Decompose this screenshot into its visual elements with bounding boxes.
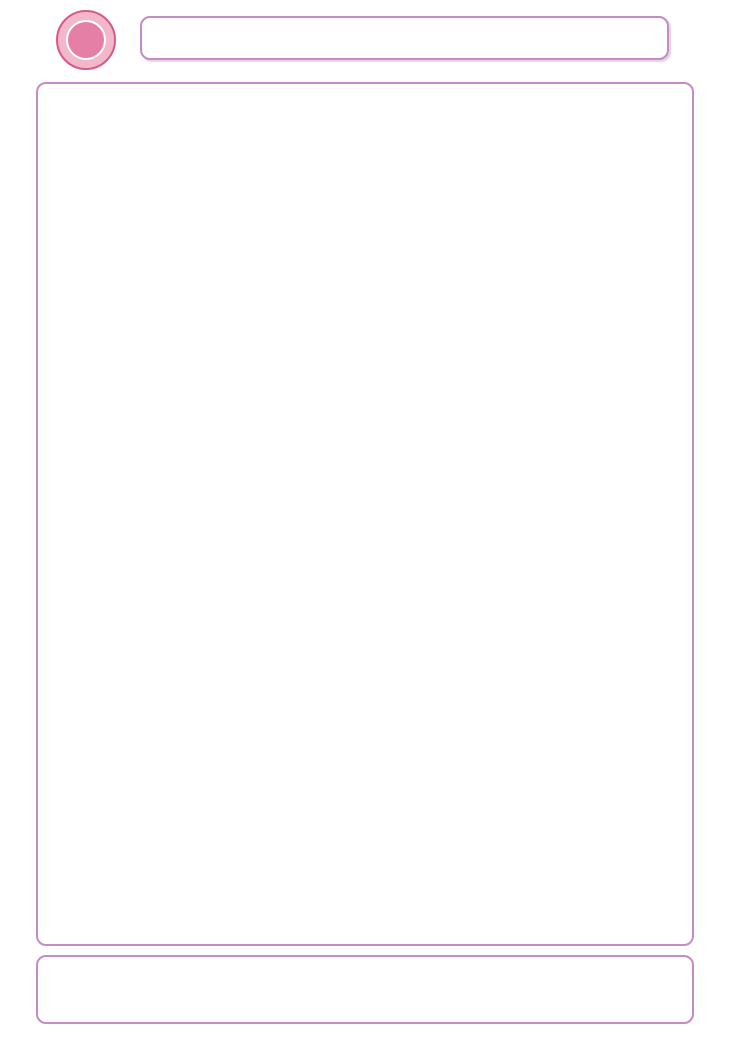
creditor-item-8 [50, 238, 680, 258]
creditor-item-3 [50, 138, 680, 158]
issue-number [50, 104, 680, 118]
creditor-item-5 [50, 178, 680, 198]
creditor-item-2 [50, 118, 680, 138]
department-seal-logo [56, 10, 116, 70]
document-body [50, 104, 680, 930]
creditor-item-12 [50, 318, 680, 338]
creditor-item-9 [50, 258, 680, 278]
creditor-item-10 [50, 278, 680, 298]
seal-emblem-icon [66, 20, 106, 60]
footer-frame [36, 955, 694, 1024]
creditor-item-6 [50, 198, 680, 218]
creditor-item-7 [50, 218, 680, 238]
creditor-item-11 [50, 298, 680, 318]
creditor-item-4 [50, 158, 680, 178]
header-title-box [140, 16, 669, 60]
